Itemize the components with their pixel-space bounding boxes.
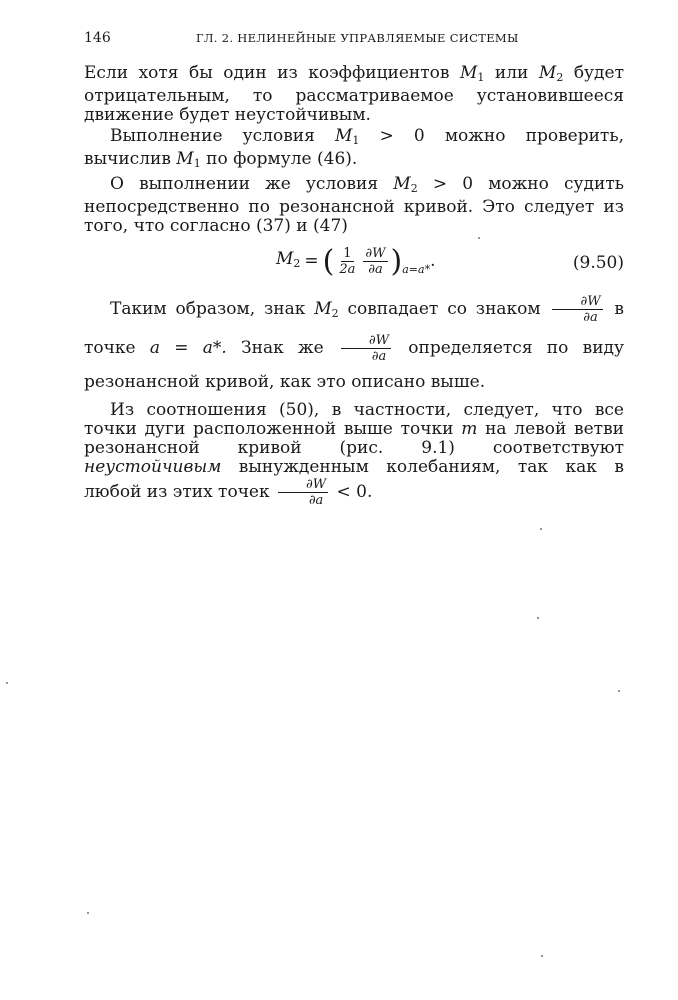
formula-left-paren: ( [322,243,335,279]
symbol-m2: $M_2$ [538,63,564,84]
paragraph-3: О выполнении же условия $M_2 > 0$ можно судить непосредственно по резонансной кривой. Это следует из того, что согласно (37) и (47) [84,174,624,236]
paragraph-5: Из соотношения (50), в частности, следует, что все точки дуги расположенной выше точки m на левой ветви резонансной кривой (рис. 9.1) соответствуют неустойчивым вынужденным колебаниям, так как в любой из этих точек $\frac{\partial W}{\partial a}$ < 0. [84,400,624,508]
scan-speck [6,682,8,684]
symbol-m2-sign: $M_2$ [314,299,339,320]
scan-speck [618,690,620,692]
formula-expression [276,243,436,279]
body-text [84,64,624,508]
paragraph-2: Выполнение условия $M_1 > 0$ можно проверить, вычислив $M_1$ по формуле (46). [84,126,624,170]
point-m: m [461,419,478,439]
page-number: 146 [84,30,111,46]
inline-fraction-dw-da-2: $\frac{\partial W}{\partial a}$ [341,333,391,364]
scan-speck [87,912,89,914]
formula-fraction-2: $\frac{\partial W}{\partial a}$ [365,246,386,277]
formula-9-50 [84,240,624,288]
scan-speck [541,955,543,957]
paragraph-1: Если хотя бы один из коэффициентов $M_1$ или $M_2$ будет отрицательным, то рассматриваемое установившееся движение будет неустойчивым. [84,63,624,125]
formula-right-paren: ) [390,243,403,279]
formula-fraction-1: $\frac{1}{2a}$ [339,246,356,277]
term-unstable: неустойчивым [84,457,222,477]
formula-equals: = [304,251,319,271]
inline-fraction-dw-da-1: $\frac{\partial W}{\partial a}$ [552,294,602,325]
condition-m2: $M_2$ [393,174,418,195]
point-a-star: a = a*. [149,338,227,358]
symbol-m1-ref: $M_1$ [176,149,201,170]
formula-eval-point: a=a* [402,263,431,276]
scan-speck [540,528,542,530]
inline-fraction-dw-da-3: $\frac{\partial W}{\partial a}$ [278,477,328,508]
scan-speck [537,617,539,619]
paragraph-4: Таким образом, знак $M_2$ совпадает со знаком $\frac{\partial W}{\partial a}$ в точке a = a*. Знак же $\frac{\partial W}{\partial a}$ определяется по виду резонансной кривой, как это описано выше. [84,294,624,392]
symbol-m1: $M_1$ [459,63,485,84]
formula-period: . [430,251,436,271]
equation-number: (9.50) [572,253,624,273]
running-title: ГЛ. 2. НЕЛИНЕЙНЫЕ УПРАВЛЯЕМЫЕ СИСТЕМЫ [196,31,519,45]
formula-lhs: $M_2$ [276,249,301,270]
page-header [84,30,624,50]
scan-speck [478,237,480,239]
condition-m1: $M_1$ [334,126,360,147]
